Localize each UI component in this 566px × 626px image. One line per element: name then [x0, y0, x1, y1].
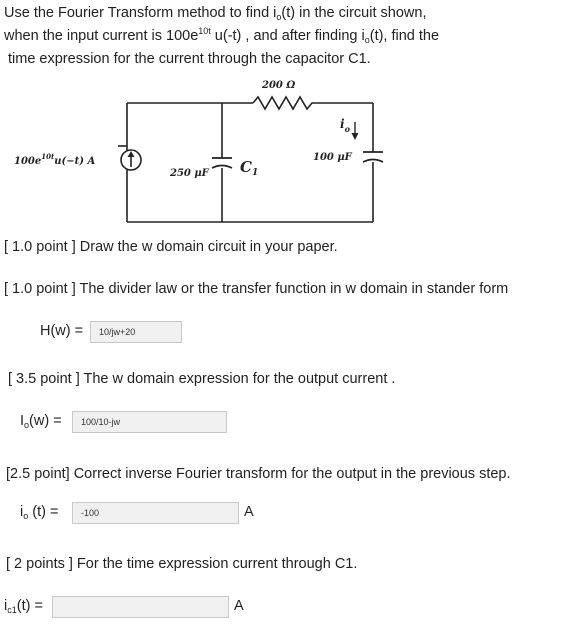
source-label: $100e^{10t}u(-t)$ A [14, 152, 96, 167]
resistor-label: 200 Ω [262, 80, 296, 91]
ic1-t-answer-field[interactable] [52, 596, 229, 618]
ic1-t-label: $i_{c1}(t)$ = [4, 598, 43, 615]
io-arrow [352, 122, 359, 140]
capacitor-100uf [363, 152, 383, 162]
io-label: $i_o$ [340, 117, 350, 134]
current-source [121, 150, 141, 170]
io-t-unit: A [244, 504, 254, 520]
question-4: [2.5 point] Correct inverse Fourier transform for the output in the previous step. [6, 466, 511, 482]
c1-value-label: 250 μF [170, 168, 209, 179]
io-w-label: $I_o(w)$ = [20, 413, 62, 430]
ic1-t-unit: A [234, 598, 244, 614]
resistor-200ohm [253, 97, 315, 109]
hw-answer-field[interactable]: 10/jw+20 [90, 321, 182, 343]
c1-name-label: $C_1$ [240, 158, 259, 178]
c2-value-label: 100 μF [313, 152, 352, 163]
question-5: [ 2 points ] For the time expression current through C1. [6, 556, 358, 572]
io-t-label: $i_o$ (t) = [20, 504, 59, 521]
circuit-diagram [0, 70, 400, 235]
question-3: [ 3.5 point ] The w domain expression for the output current . [8, 371, 396, 387]
io-w-answer-field[interactable]: 100/10-jw [72, 411, 227, 433]
question-2: [ 1.0 point ] The divider law or the transfer function in w domain in stander form [4, 281, 509, 297]
problem-line-2: when the input current is $100e^{10t}$ u(-t) , and after finding $i_o(t)$, find the [4, 26, 440, 45]
hw-label: H(w) = [40, 323, 84, 339]
problem-line-3: time expression for the current through the capacitor C1. [8, 51, 371, 67]
io-t-answer-field[interactable]: -100 [72, 502, 239, 524]
problem-line-1: Use the Fourier Transform method to find $i_o(t)$ in the circuit shown, [4, 5, 427, 22]
problem-statement [4, 2, 439, 71]
capacitor-c1 [212, 158, 232, 168]
question-1: [ 1.0 point ] Draw the w domain circuit in your paper. [4, 239, 338, 255]
